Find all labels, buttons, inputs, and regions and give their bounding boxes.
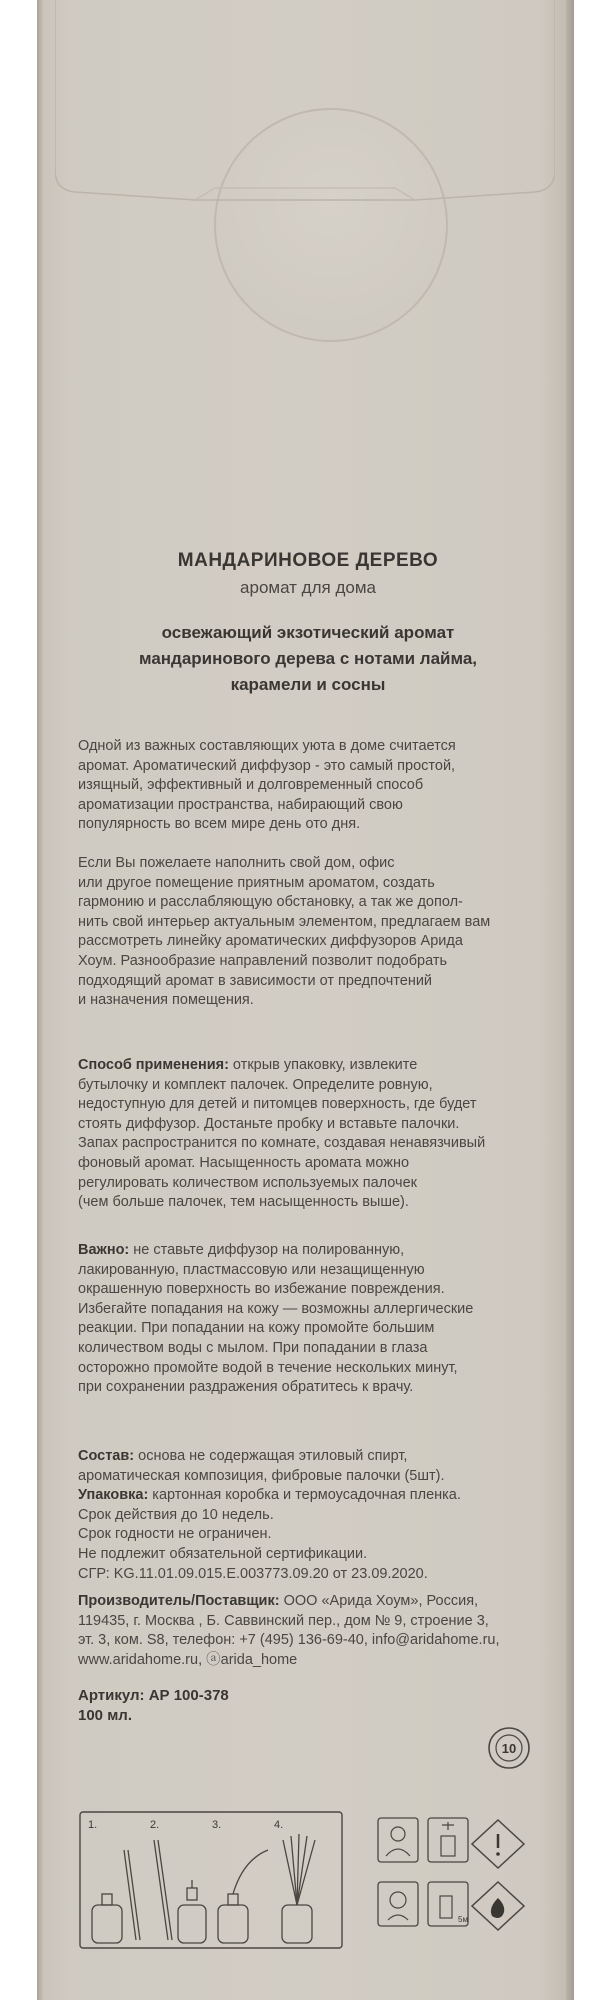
producer-label: Производитель/Поставщик: [78,1593,280,1609]
step3-insert-sticks-icon [218,1850,268,1943]
text-line: количеством воды с мылом. При попадании в глаза [78,1339,428,1356]
step-label: 4. [274,1819,284,1831]
text-line: Хоум. Разнообразие направлений позволит подобрать [78,952,448,969]
text-line: популярность во всем мире день ото дня. [78,816,361,833]
composition-first-line: основа не содержащая этиловый спирт, [134,1448,408,1464]
box-left-edge [37,0,43,2000]
step-label: 3. [212,1819,222,1831]
text-line: бутылочку и комплект палочек. Определите ровную, [78,1076,433,1093]
text-line: Одной из важных составляющих уюта в доме считается [78,738,456,754]
package-label: Упаковка: [78,1487,149,1504]
warning-label: Важно: [78,1242,130,1258]
step-label: 2. [150,1819,160,1831]
text-line: Не подлежит обязательной сертификации. [78,1545,368,1562]
instruction-pictograms [78,1810,548,1950]
box-right-edge [566,0,574,2000]
text-line: Срок действия до 10 недель. [78,1506,274,1523]
lead-text [78,620,538,698]
text-line: недоступную для детей и питомцев поверхность, где будет [78,1096,477,1113]
lead-line: мандаринового дерева с нотами лайма, [138,649,478,668]
text-line: эт. 3, ком. S8, телефон: +7 (495) 136-69-40, info@aridahome.ru, [78,1632,500,1649]
box-flap-outline [55,0,555,220]
article-block [78,1686,229,1726]
article-number: Артикул: АР 100-378 [78,1687,229,1704]
text-line: лакированную, пластмассовую или незащищенную [78,1261,425,1278]
text-line: при сохранении раздражения обратитесь к врачу. [78,1379,414,1396]
producer-section [78,1592,548,1670]
step-label: 1. [88,1819,98,1831]
text-line: или другое помещение приятным ароматом, создать [78,874,435,891]
text-line: регулировать количеством используемых палочек [78,1174,417,1191]
text-line: и назначения помещения. [78,992,254,1009]
text-line: (чем больше палочек, тем насыщенность выше). [78,1194,409,1211]
reuse-10-icon [486,1725,532,1771]
text-line: гармонию и расслабляющую обстановку, а так же допол- [78,894,463,911]
text-line: 119435, г. Москва , Б. Саввинский пер., дом № 9, строение 3, [78,1612,489,1629]
producer-first-line: ООО «Арида Хоум», Россия, [279,1593,479,1609]
distance-label: 5м [458,1915,468,1924]
text-line: окрашенную поверхность во избежание повреждения. [78,1281,445,1298]
composition-label: Состав: [78,1448,135,1464]
usage-label: Способ применения: [78,1057,229,1073]
text-line: Срок годности не ограничен. [78,1526,272,1543]
usage-first-line: открыв упаковку, извлеките [228,1057,418,1073]
text-line: Запах распространится по комнате, создавая ненавязчивый [78,1135,486,1152]
text-line: осторожно промойте водой в течение нескольких минут, [78,1359,458,1376]
intro-paragraph [78,737,548,835]
step4-diffuser-icon [282,1834,315,1943]
product-title: МАНДАРИНОВОЕ ДЕРЕВО [177,550,439,571]
badge-number: 10 [501,1741,517,1756]
product-subtitle: аромат для дома [240,578,376,597]
text-line: стоять диффузор. Достаньте пробку и вставьте палочки. [78,1115,460,1132]
text-line: нить свой интерьер актуальным элементом, предлагаем вам [78,913,491,930]
keep-from-pets-icon [378,1882,418,1926]
step1-bottle-sticks-icon [92,1850,140,1943]
step2-open-bottle-icon [154,1840,206,1943]
text-line: Если Вы пожелаете наполнить свой дом, офис [78,855,395,871]
lead-line: карамели и сосны [230,675,386,694]
text-line: реакции. При попадании на кожу промойте большим [78,1320,435,1337]
composition-section [78,1447,548,1584]
text-line: ароматизации пространства, набирающий свою [78,796,403,813]
volume: 100 мл. [78,1707,132,1724]
package-text: картонная коробка и термоусадочная пленка. [148,1487,461,1504]
text-line: изящный, эффективный и долговременный способ [78,777,424,794]
steps-frame [80,1812,342,1948]
usage-section [78,1056,548,1213]
text-line: www.aridahome.ru, ⓐarida_home [78,1651,298,1668]
text-line: СГР: KG.11.01.09.015.Е.003773.09.20 от 23.09.2020. [78,1565,428,1582]
text-line: Избегайте попадания на кожу — возможны аллергические [78,1300,474,1317]
text-line: рассмотреть линейку ароматических диффузоров Арида [78,933,463,950]
warning-section [78,1241,548,1398]
text-line: подходящий аромат в зависимости от предпочтений [78,972,433,989]
text-line: аромат. Ароматический диффузор - это самый простой, [78,757,456,774]
warning-first-line: не ставьте диффузор на полированную, [129,1242,405,1258]
text-line: фоновый аромат. Насыщенность аромата можно [78,1154,410,1171]
text-line: ароматическая композиция, фибровые палочки (5шт). [78,1467,445,1484]
second-paragraph [78,854,548,1011]
lead-line: освежающий экзотический аромат [161,623,455,642]
keep-from-children-icon [378,1818,418,1862]
